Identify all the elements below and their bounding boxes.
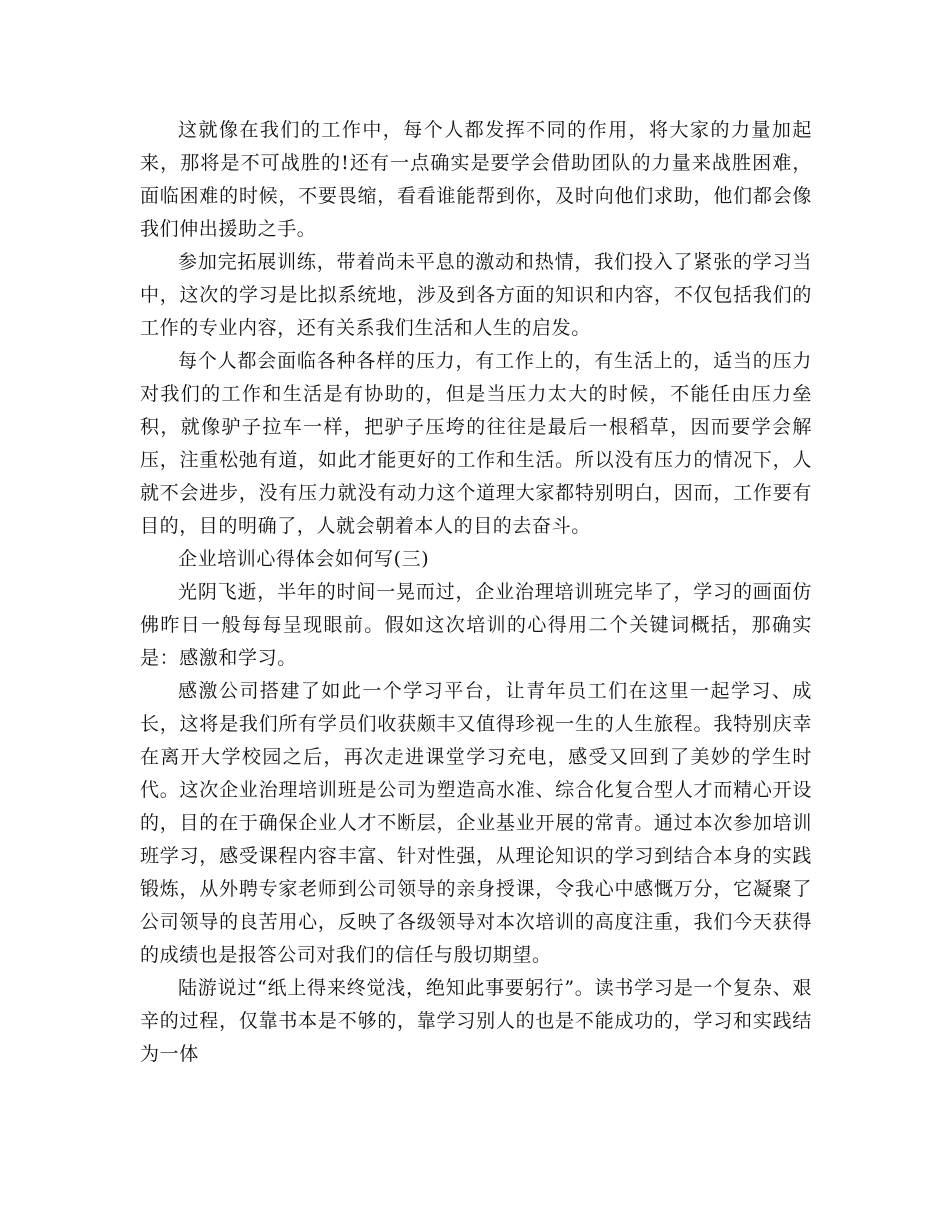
section-heading: 企业培训心得体会如何写(三) [178,548,430,570]
paragraph-time-flies: 光阴飞逝，半年的时间一晃而过，企业治理培训班完毕了，学习的画面仿佛昨日一般每每呈现眼前。假如这次培训的心得用二个关键词概括，那确实是：感激和学习。 [140,581,812,669]
paragraph-training-study: 参加完拓展训练，带着尚未平息的激动和热情，我们投入了紧张的学习当中，这次的学习是比拟系统地，涉及到各方面的知识和内容，不仅包括我们的工作的专业内容，还有关系我们生活和人生的启发。 [140,251,812,339]
paragraph-lu-you-quote: 陆游说过“纸上得来终觉浅，绝知此事要躬行”。读书学习是一个复杂、艰辛的过程，仅靠书本是不够的，靠学习别人的也是不能成功的，学习和实践结为一体 [140,977,812,1065]
paragraph-gratitude: 感激公司搭建了如此一个学习平台，让青年员工们在这里一起学习、成长，这将是我们所有学员们收获颇丰又值得珍视一生的人生旅程。我特别庆幸在离开大学校园之后，再次走进课堂学习充电，感受又回到了美妙的学生时代。这次企业治理培训班是公司为塑造高水准、综合化复合型人才而精心开设的，目的在于确保企业人才不断层，企业基业开展的常青。通过本次参加培训班学习，感受课程内容丰富、针对性强，从理论知识的学习到结合本身的实践锻炼，从外聘专家老师到公司领导的亲身授课，令我心中感慨万分，它凝聚了公司领导的良苦用心，反映了各级领导对本次培训的高度注重，我们今天获得的成绩也是报答公司对我们的信任与殷切期望。 [140,680,812,966]
document-body [140,114,812,1071]
paragraph-teamwork: 这就像在我们的工作中，每个人都发挥不同的作用，将大家的力量加起来，那将是不可战胜的!还有一点确实是要学会借助团队的力量来战胜困难，面临困难的时候，不要畏缩，看看谁能帮到你，及时向他们求助，他们都会像我们伸出援助之手。 [140,119,812,240]
paragraph-pressure: 每个人都会面临各种各样的压力，有工作上的，有生活上的，适当的压力对我们的工作和生活是有协助的，但是当压力太大的时候，不能任由压力垒积，就像驴子拉车一样，把驴子压垮的往往是最后一根稻草，因而要学会解压，注重松弛有道，如此才能更好的工作和生活。所以没有压力的情况下，人就不会进步，没有压力就没有动力这个道理大家都特别明白，因而，工作要有目的，目的明确了，人就会朝着本人的目的去奋斗。 [140,350,812,537]
